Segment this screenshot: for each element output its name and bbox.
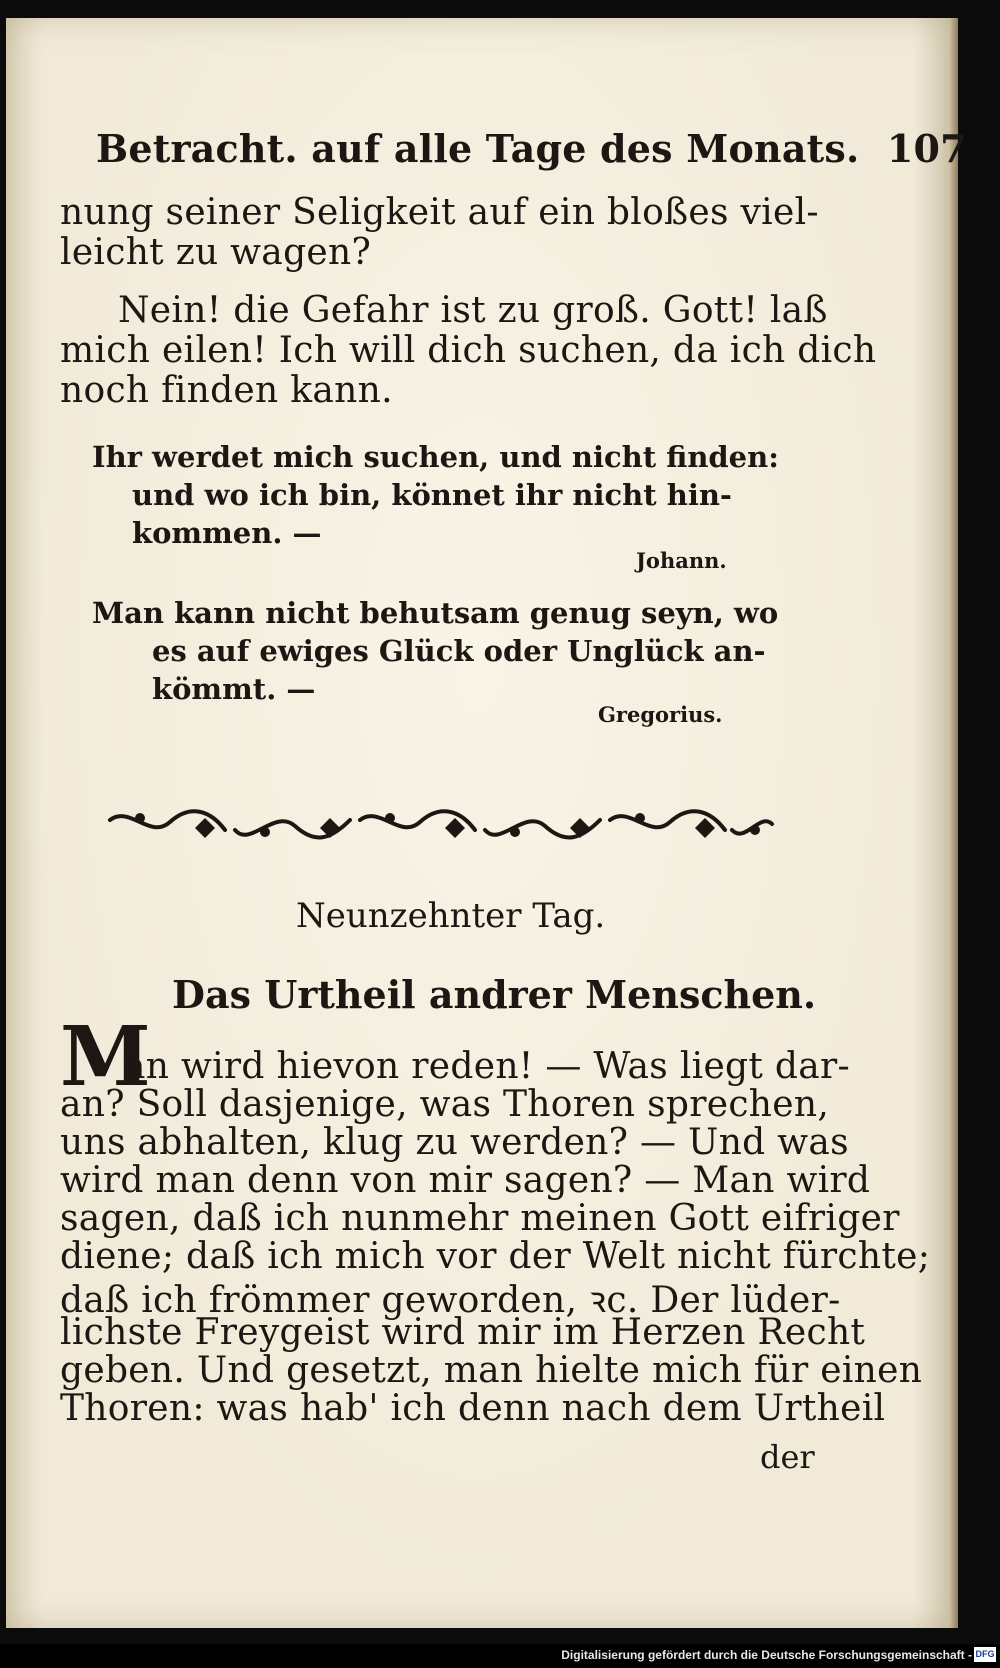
body-line: Thoren: was hab' ich denn nach dem Urtheil [60, 1388, 886, 1429]
running-title: Betracht. auf alle Tage des Monats. [96, 126, 860, 171]
catchword: der [760, 1438, 815, 1476]
paragraph-line: mich eilen! Ich will dich suchen, da ich dich [60, 330, 877, 371]
funding-credit: Digitalisierung gefördert durch die Deutsche Forschungsgemeinschaft - [561, 1648, 972, 1662]
body-line: an wird hievon reden! — Was liegt dar- [124, 1046, 850, 1087]
day-title: Neunzehnter Tag. [296, 896, 606, 936]
continuation-line: nung seiner Seligkeit auf ein bloßes viel- [60, 192, 819, 233]
body-line: an? Soll dasjenige, was Thoren sprechen, [60, 1084, 830, 1125]
quote-line: es auf ewiges Glück oder Unglück an- [152, 634, 766, 668]
body-line: sagen, daß ich nunmehr meinen Gott eifriger [60, 1198, 900, 1239]
section-title: Das Urtheil andrer Menschen. [172, 972, 817, 1017]
page-number: 107 [886, 126, 967, 171]
paragraph-line: noch finden kann. [60, 370, 393, 411]
quote-line: Man kann nicht behutsam genug seyn, wo [92, 596, 779, 630]
page-edge [950, 18, 958, 1628]
quote-line: und wo ich bin, könnet ihr nicht hin- [132, 478, 732, 512]
drop-initial: M [60, 1009, 151, 1105]
body-line: wird man denn von mir sagen? — Man wird [60, 1160, 871, 1201]
quote-attribution: Johann. [636, 548, 727, 573]
ornament-divider [100, 800, 780, 854]
body-line: lichste Freygeist wird mir im Herzen Recht [60, 1312, 866, 1353]
quote-line: Ihr werdet mich suchen, und nicht finden: [92, 440, 779, 474]
body-line: geben. Und gesetzt, man hielte mich für einen [60, 1350, 923, 1391]
paragraph-line: Nein! die Gefahr ist zu groß. Gott! laß [118, 290, 828, 331]
continuation-line: leicht zu wagen? [60, 232, 372, 273]
body-line: diene; daß ich mich vor der Welt nicht fürchte; [60, 1236, 931, 1277]
quote-line: kömmt. — [152, 672, 316, 706]
dfg-logo: DFG [974, 1647, 996, 1662]
body-line: uns abhalten, klug zu werden? — Und was [60, 1122, 849, 1163]
running-header [96, 126, 967, 171]
quote-attribution: Gregorius. [598, 702, 723, 727]
quote-line: kommen. — [132, 516, 322, 550]
body-line: daß ich frömmer geworden, ꝛc. Der lüder- [60, 1280, 841, 1321]
